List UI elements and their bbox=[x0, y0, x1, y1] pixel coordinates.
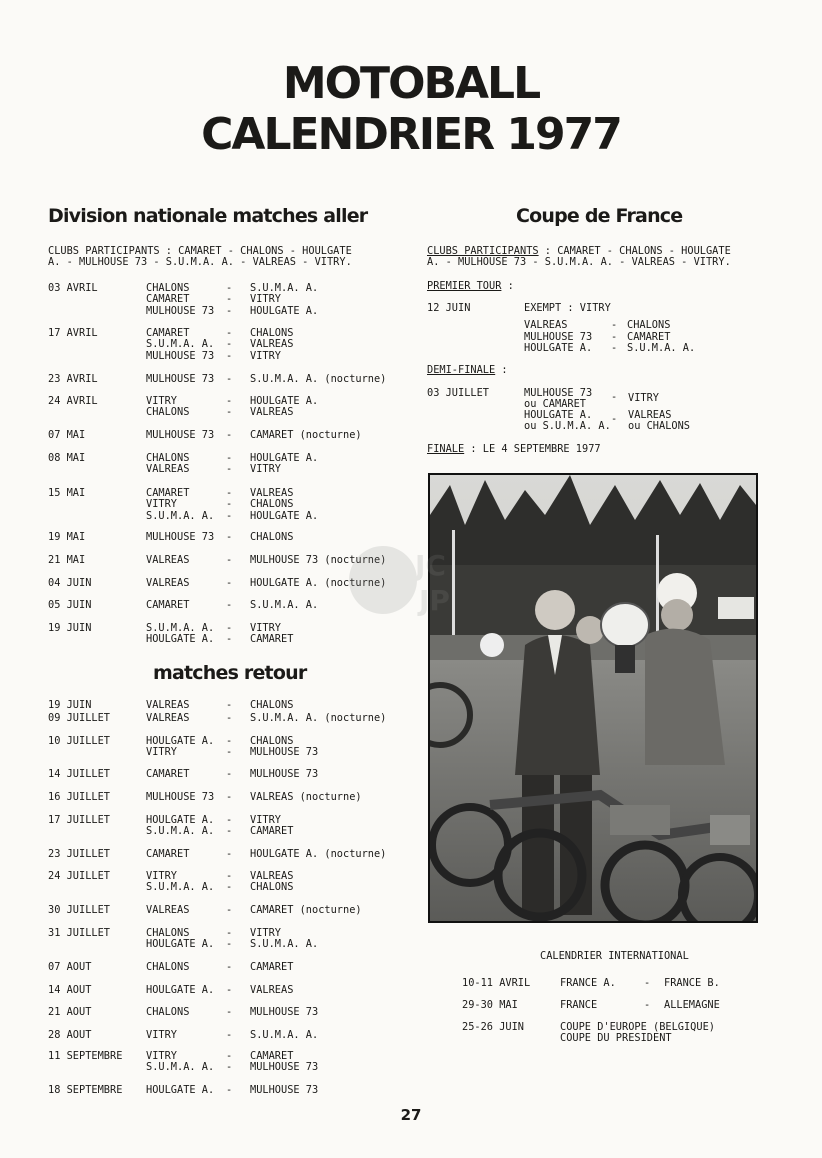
finale-line bbox=[427, 444, 601, 455]
match-separator: - bbox=[226, 814, 233, 826]
away-team: CHALONS bbox=[250, 531, 294, 543]
page-number: 27 bbox=[400, 1106, 422, 1124]
match-separator: - bbox=[226, 293, 233, 306]
away-team: HOULGATE A. (nocturne) bbox=[250, 848, 387, 860]
match-separator: - bbox=[611, 342, 618, 354]
away-team: VITRY bbox=[250, 927, 281, 939]
match-date: 31 JUILLET bbox=[48, 927, 110, 939]
home-team: HOULGATE A. bbox=[146, 633, 215, 646]
demi-home-team: HOULGATE A. bbox=[524, 409, 593, 421]
match-separator: - bbox=[226, 1061, 233, 1074]
finale-rest: : LE 4 SEPTEMBRE 1977 bbox=[464, 443, 601, 455]
away-team: S.U.M.A. A. (nocturne) bbox=[250, 712, 387, 724]
match-date: 08 MAI bbox=[48, 452, 86, 464]
match-separator: - bbox=[611, 319, 618, 331]
match-date: 28 AOUT bbox=[48, 1029, 92, 1041]
match-date: 19 MAI bbox=[48, 531, 86, 543]
home-team: VALREAS bbox=[524, 319, 568, 331]
home-team: MULHOUSE 73 bbox=[146, 429, 215, 441]
match-date: 03 AVRIL bbox=[48, 282, 98, 294]
premier-match-line bbox=[427, 343, 777, 354]
demi-home-team: ou S.U.M.A. A. bbox=[524, 420, 611, 432]
away-team: S.U.M.A. A. bbox=[250, 1029, 319, 1041]
demi-away-team: VALREAS bbox=[628, 409, 672, 421]
match-separator: - bbox=[226, 395, 233, 407]
match-date: 14 JUILLET bbox=[48, 768, 110, 780]
international-heading: CALENDRIER INTERNATIONAL bbox=[540, 950, 689, 962]
away-team: CAMARET (nocturne) bbox=[250, 429, 362, 441]
home-team: MULHOUSE 73 bbox=[146, 349, 215, 362]
away-team: CAMARET bbox=[627, 330, 671, 343]
coupe-heading: Coupe de France bbox=[516, 205, 683, 227]
trophy-presentation-photo bbox=[428, 473, 758, 923]
match-separator: - bbox=[226, 746, 233, 759]
division-clubs-line1: CLUBS PARTICIPANTS : CAMARET - CHALONS - HOULGATE bbox=[48, 245, 352, 257]
match-separator: - bbox=[644, 999, 651, 1011]
demi-finale-colon: : bbox=[495, 364, 508, 376]
match-separator: - bbox=[226, 633, 233, 646]
match-date: 14 AOUT bbox=[48, 984, 92, 996]
away-team: CHALONS bbox=[250, 327, 294, 339]
away-team: VALREAS bbox=[250, 338, 294, 351]
away-team: S.U.M.A. A. bbox=[250, 599, 319, 611]
home-team: CHALONS bbox=[146, 452, 190, 464]
match-line bbox=[427, 343, 777, 354]
match-separator: - bbox=[226, 509, 233, 522]
home-team: CAMARET bbox=[146, 768, 190, 780]
watermark-logo bbox=[345, 530, 465, 630]
home-team: CHALONS bbox=[146, 961, 190, 973]
home-team: VITRY bbox=[146, 1050, 177, 1062]
home-team: VALREAS bbox=[146, 463, 190, 476]
match-separator: - bbox=[226, 429, 233, 441]
home-team: S.U.M.A. A. bbox=[146, 825, 215, 838]
home-team: VALREAS bbox=[146, 712, 190, 724]
match-separator: - bbox=[611, 330, 618, 343]
demi-home-team: ou CAMARET bbox=[524, 398, 586, 410]
match-separator: - bbox=[226, 349, 233, 362]
coupe-clubs-line2: A. - MULHOUSE 73 - S.U.M.A. A. - VALREAS - VITRY. bbox=[427, 256, 731, 268]
home-team: S.U.M.A. A. bbox=[146, 622, 215, 634]
demi-away-team: VITRY bbox=[628, 392, 659, 404]
match-separator: - bbox=[226, 1084, 233, 1096]
away-team: CAMARET (nocturne) bbox=[250, 904, 362, 916]
match-separator: - bbox=[226, 1050, 233, 1062]
home-team: S.U.M.A. A. bbox=[146, 881, 215, 894]
international-away: ALLEMAGNE bbox=[664, 999, 720, 1011]
away-team: CHALONS bbox=[250, 735, 294, 747]
away-team: HOULGATE A. (nocturne) bbox=[250, 577, 387, 589]
away-team: MULHOUSE 73 bbox=[250, 768, 319, 780]
match-separator: - bbox=[226, 373, 233, 385]
away-team: S.U.M.A. A. bbox=[627, 342, 696, 354]
match-date: 07 MAI bbox=[48, 429, 86, 441]
match-date: 05 JUIN bbox=[48, 599, 92, 611]
home-team: MULHOUSE 73 bbox=[146, 304, 215, 317]
match-separator: - bbox=[226, 622, 233, 634]
division-heading: Division nationale matches aller bbox=[48, 205, 368, 227]
match-separator: - bbox=[226, 825, 233, 838]
retour-heading: matches retour bbox=[153, 662, 307, 684]
svg-text:JP: JP bbox=[419, 584, 450, 617]
home-team: S.U.M.A. A. bbox=[146, 338, 215, 351]
match-separator: - bbox=[226, 938, 233, 951]
match-date: 07 AOUT bbox=[48, 961, 92, 973]
away-team: VALREAS bbox=[250, 870, 294, 882]
premier-tour-label: PREMIER TOUR bbox=[427, 280, 502, 292]
match-separator: - bbox=[226, 768, 233, 780]
match-date: 09 JUILLET bbox=[48, 712, 110, 724]
match-date: 17 JUILLET bbox=[48, 814, 110, 826]
away-team: S.U.M.A. A. bbox=[250, 938, 319, 951]
match-separator: - bbox=[226, 870, 233, 882]
home-team: CAMARET bbox=[146, 848, 190, 860]
away-team: VALREAS (nocturne) bbox=[250, 791, 362, 803]
match-separator: - bbox=[226, 712, 233, 724]
home-team: HOULGATE A. bbox=[146, 735, 215, 747]
home-team: CAMARET bbox=[146, 293, 190, 306]
match-date: 18 SEPTEMBRE bbox=[48, 1084, 123, 1096]
away-team: CHALONS bbox=[250, 498, 294, 511]
match-date: 19 JUIN bbox=[48, 622, 92, 634]
away-team: VITRY bbox=[250, 463, 281, 476]
home-team: HOULGATE A. bbox=[146, 938, 215, 951]
international-home: FRANCE bbox=[560, 999, 598, 1011]
coupe-clubs-rest: : CAMARET - CHALONS - HOULGATE bbox=[538, 245, 731, 257]
away-team: VALREAS bbox=[250, 487, 294, 499]
home-team: CAMARET bbox=[146, 487, 190, 499]
match-date: 04 JUIN bbox=[48, 577, 92, 589]
away-team: MULHOUSE 73 bbox=[250, 1084, 319, 1096]
home-team: VALREAS bbox=[146, 904, 190, 916]
away-team: MULHOUSE 73 (nocturne) bbox=[250, 554, 387, 566]
home-team: VITRY bbox=[146, 746, 177, 759]
away-team: MULHOUSE 73 bbox=[250, 1006, 319, 1018]
match-date: 24 AVRIL bbox=[48, 395, 98, 407]
premier-match-line bbox=[427, 320, 777, 331]
match-separator: - bbox=[226, 531, 233, 543]
match-separator: - bbox=[226, 984, 233, 996]
away-team: MULHOUSE 73 bbox=[250, 746, 319, 759]
match-line bbox=[427, 320, 777, 331]
home-team: VITRY bbox=[146, 395, 177, 407]
match-date: 21 MAI bbox=[48, 554, 86, 566]
home-team: VALREAS bbox=[146, 577, 190, 589]
away-team: CAMARET bbox=[250, 961, 294, 973]
match-separator: - bbox=[226, 1029, 233, 1041]
demi-finale-heading bbox=[427, 365, 508, 376]
away-team: CHALONS bbox=[250, 881, 294, 894]
home-team: CHALONS bbox=[146, 1006, 190, 1018]
international-away: FRANCE B. bbox=[664, 977, 720, 989]
home-team: VALREAS bbox=[146, 554, 190, 566]
international-date: 25-26 JUIN bbox=[462, 1021, 524, 1033]
match-separator: - bbox=[226, 554, 233, 566]
away-team: CHALONS bbox=[250, 699, 294, 711]
away-team: MULHOUSE 73 bbox=[250, 1061, 319, 1074]
away-team: S.U.M.A. A. bbox=[250, 282, 319, 294]
photo-illustration bbox=[430, 475, 756, 921]
away-team: CAMARET bbox=[250, 825, 294, 838]
home-team: MULHOUSE 73 bbox=[524, 330, 593, 343]
premier-tour-exempt: EXEMPT : VITRY bbox=[524, 302, 611, 314]
match-separator: - bbox=[226, 735, 233, 747]
international-date: 10-11 AVRIL bbox=[462, 977, 531, 989]
match-date: 17 AVRIL bbox=[48, 327, 98, 339]
division-clubs-line2: A. - MULHOUSE 73 - S.U.M.A. A. - VALREAS - VITRY. bbox=[48, 256, 352, 268]
home-team: HOULGATE A. bbox=[524, 342, 593, 354]
home-team: VITRY bbox=[146, 1029, 177, 1041]
match-separator: - bbox=[226, 881, 233, 894]
match-separator: - bbox=[226, 699, 233, 711]
match-date: 23 JUILLET bbox=[48, 848, 110, 860]
page-title-calendrier: CALENDRIER 1977 bbox=[201, 109, 621, 160]
home-team: HOULGATE A. bbox=[146, 814, 215, 826]
away-team: HOULGATE A. bbox=[250, 395, 319, 407]
premier-tour-heading bbox=[427, 281, 514, 292]
home-team: MULHOUSE 73 bbox=[146, 791, 215, 803]
match-separator: - bbox=[226, 1006, 233, 1018]
match-date: 21 AOUT bbox=[48, 1006, 92, 1018]
match-separator: - bbox=[226, 904, 233, 916]
premier-match-line bbox=[427, 332, 777, 343]
home-team: CHALONS bbox=[146, 406, 190, 419]
match-date: 19 JUIN bbox=[48, 699, 92, 711]
home-team: CHALONS bbox=[146, 282, 190, 294]
home-team: HOULGATE A. bbox=[146, 1084, 215, 1096]
demi-finale-label: DEMI-FINALE bbox=[427, 364, 496, 376]
demi-finale-date: 03 JUILLET bbox=[427, 387, 489, 399]
match-date: 23 AVRIL bbox=[48, 373, 98, 385]
match-date: 30 JUILLET bbox=[48, 904, 110, 916]
demi-away-team: ou CHALONS bbox=[628, 420, 690, 432]
svg-text:JC: JC bbox=[415, 549, 446, 582]
away-team: S.U.M.A. A. (nocturne) bbox=[250, 373, 387, 385]
premier-tour-colon: : bbox=[501, 280, 514, 292]
away-team: VITRY bbox=[250, 293, 281, 306]
away-team: CAMARET bbox=[250, 633, 294, 646]
home-team: MULHOUSE 73 bbox=[146, 373, 215, 385]
home-team: S.U.M.A. A. bbox=[146, 1061, 215, 1074]
home-team: HOULGATE A. bbox=[146, 984, 215, 996]
finale-label: FINALE bbox=[427, 443, 465, 455]
match-separator: - bbox=[226, 327, 233, 339]
match-separator: - bbox=[226, 498, 233, 511]
home-team: CAMARET bbox=[146, 599, 190, 611]
away-team: VALREAS bbox=[250, 406, 294, 419]
away-team: VALREAS bbox=[250, 984, 294, 996]
away-team: VITRY bbox=[250, 814, 281, 826]
home-team: VALREAS bbox=[146, 699, 190, 711]
home-team: VITRY bbox=[146, 498, 177, 511]
home-team: CHALONS bbox=[146, 927, 190, 939]
match-separator: - bbox=[611, 413, 618, 425]
coupe-clubs-label: CLUBS PARTICIPANTS bbox=[427, 245, 539, 257]
match-separator: - bbox=[226, 848, 233, 860]
away-team: CHALONS bbox=[627, 319, 671, 331]
page-title-motoball: MOTOBALL bbox=[282, 58, 540, 109]
away-team: HOULGATE A. bbox=[250, 452, 319, 464]
match-separator: - bbox=[226, 282, 233, 294]
match-separator: - bbox=[226, 406, 233, 419]
home-team: S.U.M.A. A. bbox=[146, 509, 215, 522]
match-date: 24 JUILLET bbox=[48, 870, 110, 882]
home-team: MULHOUSE 73 bbox=[146, 531, 215, 543]
away-team: CAMARET bbox=[250, 1050, 294, 1062]
match-separator: - bbox=[226, 927, 233, 939]
match-date: 15 MAI bbox=[48, 487, 86, 499]
international-date: 29-30 MAI bbox=[462, 999, 518, 1011]
match-separator: - bbox=[226, 791, 233, 803]
international-home: FRANCE A. bbox=[560, 977, 616, 989]
match-separator: - bbox=[611, 391, 618, 403]
match-separator: - bbox=[226, 463, 233, 476]
premier-tour-date: 12 JUIN bbox=[427, 302, 471, 314]
match-separator: - bbox=[226, 304, 233, 317]
away-team: HOULGATE A. bbox=[250, 304, 319, 317]
match-separator: - bbox=[226, 961, 233, 973]
match-date: 16 JUILLET bbox=[48, 791, 110, 803]
match-separator: - bbox=[644, 977, 651, 989]
match-separator: - bbox=[226, 487, 233, 499]
away-team: VITRY bbox=[250, 622, 281, 634]
match-separator: - bbox=[226, 577, 233, 589]
home-team: VITRY bbox=[146, 870, 177, 882]
match-date: 11 SEPTEMBRE bbox=[48, 1050, 123, 1062]
match-date: 10 JUILLET bbox=[48, 735, 110, 747]
match-separator: - bbox=[226, 599, 233, 611]
match-separator: - bbox=[226, 452, 233, 464]
demi-home-team: MULHOUSE 73 bbox=[524, 387, 593, 399]
international-extra-line: COUPE DU PRESIDENT bbox=[560, 1032, 672, 1044]
home-team: CAMARET bbox=[146, 327, 190, 339]
away-team: VITRY bbox=[250, 349, 281, 362]
match-separator: - bbox=[226, 338, 233, 351]
match-line bbox=[427, 332, 777, 343]
away-team: HOULGATE A. bbox=[250, 509, 319, 522]
international-home: COUPE D'EUROPE (BELGIQUE) bbox=[560, 1021, 715, 1033]
